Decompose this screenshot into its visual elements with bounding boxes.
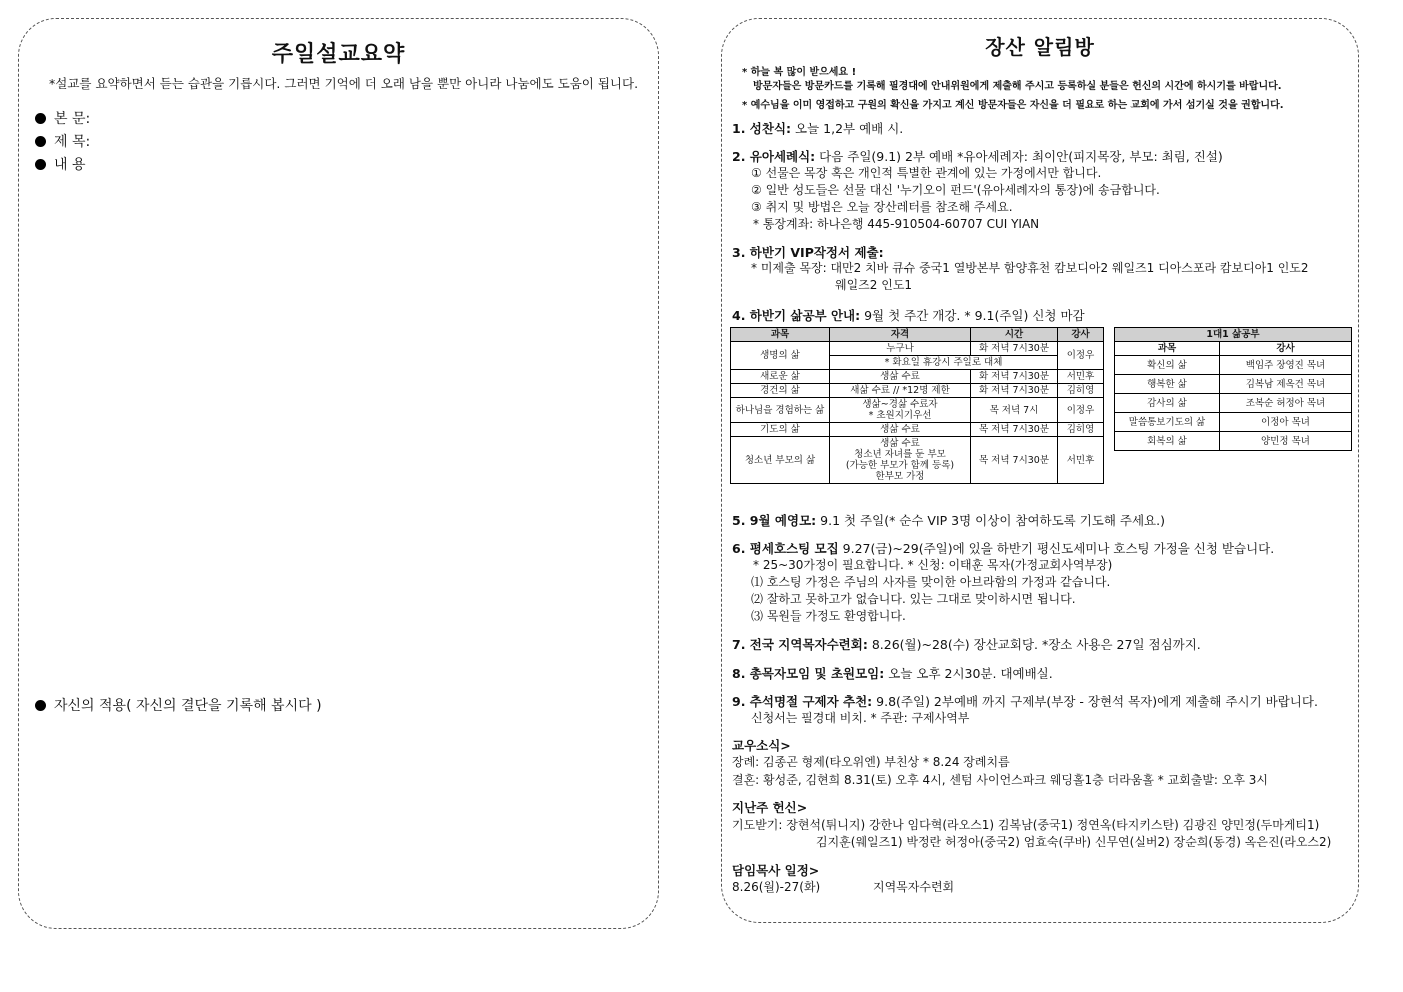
field-application [35,695,322,715]
item-6-line: ⑵ 잘하고 못하고가 없습니다. 있는 그대로 맞이하시면 됩니다. [751,592,1076,606]
item-8 [732,665,1053,682]
table-cell: 김히영 [1058,423,1104,437]
table-cell: 목 저녁 7시 [971,398,1058,423]
table-row [1115,432,1352,451]
cell-line: * 초원지기우선 [868,410,932,421]
table-cell: 생삶 수료 [830,370,971,384]
table-cell: 새삶 수료 // *12명 제한 [830,384,971,398]
sermon-summary-subtitle: *설교를 요약하면서 듣는 습관을 기릅시다. 그러면 기억에 더 오래 남을 뿐만 아니라 나눔에도 도움이 됩니다. [49,76,639,91]
table-title-row [1115,328,1352,342]
table-header: 자격 [830,328,971,342]
table-cell: 회복의 삶 [1115,432,1220,451]
item-heading: 4. 하반기 삶공부 안내: [732,308,861,323]
field-label: 제 목: [54,134,91,150]
table-row [731,370,1104,384]
table-cell: 백임주 장영진 목녀 [1220,356,1352,375]
table-header: 과목 [731,328,830,342]
item-3 [732,244,884,261]
table-cell: 김복남 제옥건 목녀 [1220,375,1352,394]
table-row [731,384,1104,398]
item-6-line: ⑴ 호스팅 가정은 주님의 사자를 맞이한 아브라함의 가정과 같습니다. [751,575,1111,589]
table-row [731,342,1104,356]
item-1 [732,120,903,137]
announcements-title: 장산 알림방 [985,35,1095,59]
table-cell: 생명의 삶 [731,342,830,370]
table-cell [830,437,971,484]
table-row [731,398,1104,423]
field-scripture [35,108,90,128]
item-4 [732,307,1085,324]
item-text: 9.1 첫 주일(* 순수 VIP 3명 이상이 참여하도록 기도해 주세요.) [820,513,1165,528]
item-heading: 1. 성찬식: [732,121,792,136]
table-cell: 행복한 삶 [1115,375,1220,394]
cell-line: 생삶 수료 [880,438,920,449]
table-header: 강사 [1058,328,1104,342]
one-to-one-study-table [1114,327,1352,451]
table-cell: 이정우 [1058,342,1104,370]
notice-greeting: * 하늘 복 많이 받으세요 ! [742,67,857,78]
table-title: 1대1 삶공부 [1115,328,1352,342]
table-cell: 화 저녁 7시30분 [971,384,1058,398]
table-cell: 이정아 목녀 [1220,413,1352,432]
table-cell: 화 저녁 7시30분 [971,342,1058,356]
item-9 [732,693,1318,710]
bullet-icon [35,159,46,170]
table-cell [830,398,971,423]
offering-line: 김지훈(웨일즈1) 박정란 허정아(중국2) 엄효숙(쿠바) 신무연(실버2) 장순희(동경) 옥은진(라오스2) [816,835,1332,849]
item-heading: 7. 전국 지역목자수련회: [732,637,868,652]
field-label: 자신의 적용( 자신의 결단을 기록해 봅시다 ) [54,698,322,714]
table-cell: 누구나 [830,342,971,356]
item-heading: 6. 평세호스팅 모집 [732,541,839,556]
table-cell: 조복순 허정아 목녀 [1220,394,1352,413]
table-cell: 서민후 [1058,437,1104,484]
members-news-heading: 교우소식> [732,738,791,753]
table-row [731,437,1104,484]
table-header: 과목 [1115,342,1220,356]
item-6 [732,540,1274,557]
pastor-schedule-date: 8.26(월)-27(화) [732,880,821,894]
offering-line: 기도받기: 장현석(튀니지) 강한나 임다혁(라오스1) 김복남(중국1) 정연옥(타지키스탄) 김광진 양민정(두마게티1) [732,818,1320,832]
table-header-row [731,328,1104,342]
field-title [35,131,90,151]
item-9-line: 신청서는 필경대 비치. * 주관: 구제사역부 [751,711,970,725]
table-row [1115,375,1352,394]
table-cell: 기도의 삶 [731,423,830,437]
life-study-table [730,327,1104,484]
table-cell: 목 저녁 7시30분 [971,437,1058,484]
table-cell: 감사의 삶 [1115,394,1220,413]
table-cell: 목 저녁 7시30분 [971,423,1058,437]
item-text: 오늘 오후 2시30분. 대예배실. [888,666,1053,681]
sermon-summary-panel [18,18,659,929]
notice-visitors: 방문자들은 방문카드를 기록해 필경대에 안내위원에게 제출해 주시고 등록하실 분들은 헌신의 시간에 하시기를 바랍니다. [753,81,1282,92]
item-text: 오늘 1,2부 예배 시. [795,121,904,136]
item-2-line: ③ 취지 및 방법은 오늘 장산레터를 참조해 주세요. [751,200,1013,214]
table-cell: 새로운 삶 [731,370,830,384]
item-text: 9.27(금)~29(주일)에 있을 하반기 평신도세미나 호스팅 가정을 신청 받습니다. [842,541,1275,556]
item-text: 9.8(주일) 2부예배 까지 구제부(부장 - 장현석 목자)에게 제출해 주시기 바랍니다. [876,694,1318,709]
table-cell: 확신의 삶 [1115,356,1220,375]
item-5 [732,512,1165,529]
pastor-schedule-heading: 담임목사 일정> [732,863,820,878]
table-row [1115,356,1352,375]
field-label: 본 문: [54,111,91,127]
item-text: 9월 첫 주간 개강. * 9.1(주일) 신청 마감 [864,308,1085,323]
item-heading: 2. 유아세례식: [732,149,816,164]
item-2 [732,148,1223,165]
announcements-panel [721,18,1359,923]
field-content [35,154,86,174]
item-2-line: ② 일반 성도들은 선물 대신 '누기오이 펀드'(유아세례자의 통장)에 송금합니다. [751,183,1160,197]
table-header-row [1115,342,1352,356]
cell-line: 생삶~경삶 수료자 [862,399,938,410]
table-cell: 양민정 목녀 [1220,432,1352,451]
table-cell: * 화요일 휴강시 주일로 대체 [830,356,1058,370]
table-cell: 청소년 부모의 삶 [731,437,830,484]
table-row [1115,413,1352,432]
table-row [1115,394,1352,413]
cell-line: (가능한 부모가 함께 등록) [845,460,955,471]
item-3-line: * 미제출 목장: 대만2 치바 큐슈 중국1 열방본부 함양휴천 캄보디아2 웨일즈1 디아스포라 캄보디아1 인도2 [751,261,1309,275]
table-cell: 서민후 [1058,370,1104,384]
members-news-line: 장례: 김종곤 형제(타오위엔) 부친상 * 8.24 장례치름 [732,755,1010,769]
table-cell: 김히영 [1058,384,1104,398]
table-cell: 생삶 수료 [830,423,971,437]
bullet-icon [35,136,46,147]
pastor-schedule-event: 지역목자수련회 [873,880,955,894]
item-heading: 5. 9월 예영모: [732,513,817,528]
cell-line: 청소년 자녀를 둔 부모 [854,449,946,460]
item-heading: 3. 하반기 VIP작정서 제출: [732,245,884,260]
field-label: 내 용 [54,157,86,173]
item-text: 다음 주일(9.1) 2부 예배 *유아세례자: 최이안(피지목장, 부모: 최림, 진설) [819,149,1223,164]
table-row [731,423,1104,437]
bullet-icon [35,113,46,124]
table-cell: 하나님을 경험하는 삶 [731,398,830,423]
item-3-line: 웨일즈2 인도1 [835,278,913,292]
members-news-line: 결혼: 황성준, 김현희 8.31(토) 오후 4시, 센텀 사이언스파크 웨딩홀1층 더라움홀 * 교회출발: 오후 3시 [732,773,1269,787]
item-text: 8.26(월)~28(수) 장산교회당. *장소 사용은 27일 점심까지. [871,637,1201,652]
item-7 [732,636,1201,653]
cell-line: 한부모 가정 [875,471,925,482]
item-2-line: * 통장계좌: 하나은행 445-910504-60707 CUI YIAN [753,217,1040,231]
item-heading: 8. 총목자모임 및 초원모임: [732,666,885,681]
item-heading: 9. 추석명절 구제자 추천: [732,694,873,709]
table-header: 시간 [971,328,1058,342]
offering-heading: 지난주 헌신> [732,800,808,815]
table-header: 강사 [1220,342,1352,356]
notice-believers: * 예수님을 이미 영접하고 구원의 확신을 가지고 계신 방문자들은 자신을 더 필요로 하는 교회에 가서 섬기실 것을 권합니다. [742,100,1284,111]
item-6-line: ⑶ 목원들 가정도 환영합니다. [751,609,906,623]
bullet-icon [35,700,46,711]
item-2-line: ① 선물은 목장 혹은 개인적 특별한 관계에 있는 가정에서만 합니다. [751,166,1102,180]
sermon-summary-title: 주일설교요약 [271,42,406,67]
item-6-line: * 25~30가정이 필요합니다. * 신청: 이태훈 목자(가정교회사역부장) [753,558,1113,572]
table-cell: 말씀통보기도의 삶 [1115,413,1220,432]
table-cell: 이정우 [1058,398,1104,423]
table-cell: 화 저녁 7시30분 [971,370,1058,384]
table-cell: 경건의 삶 [731,384,830,398]
